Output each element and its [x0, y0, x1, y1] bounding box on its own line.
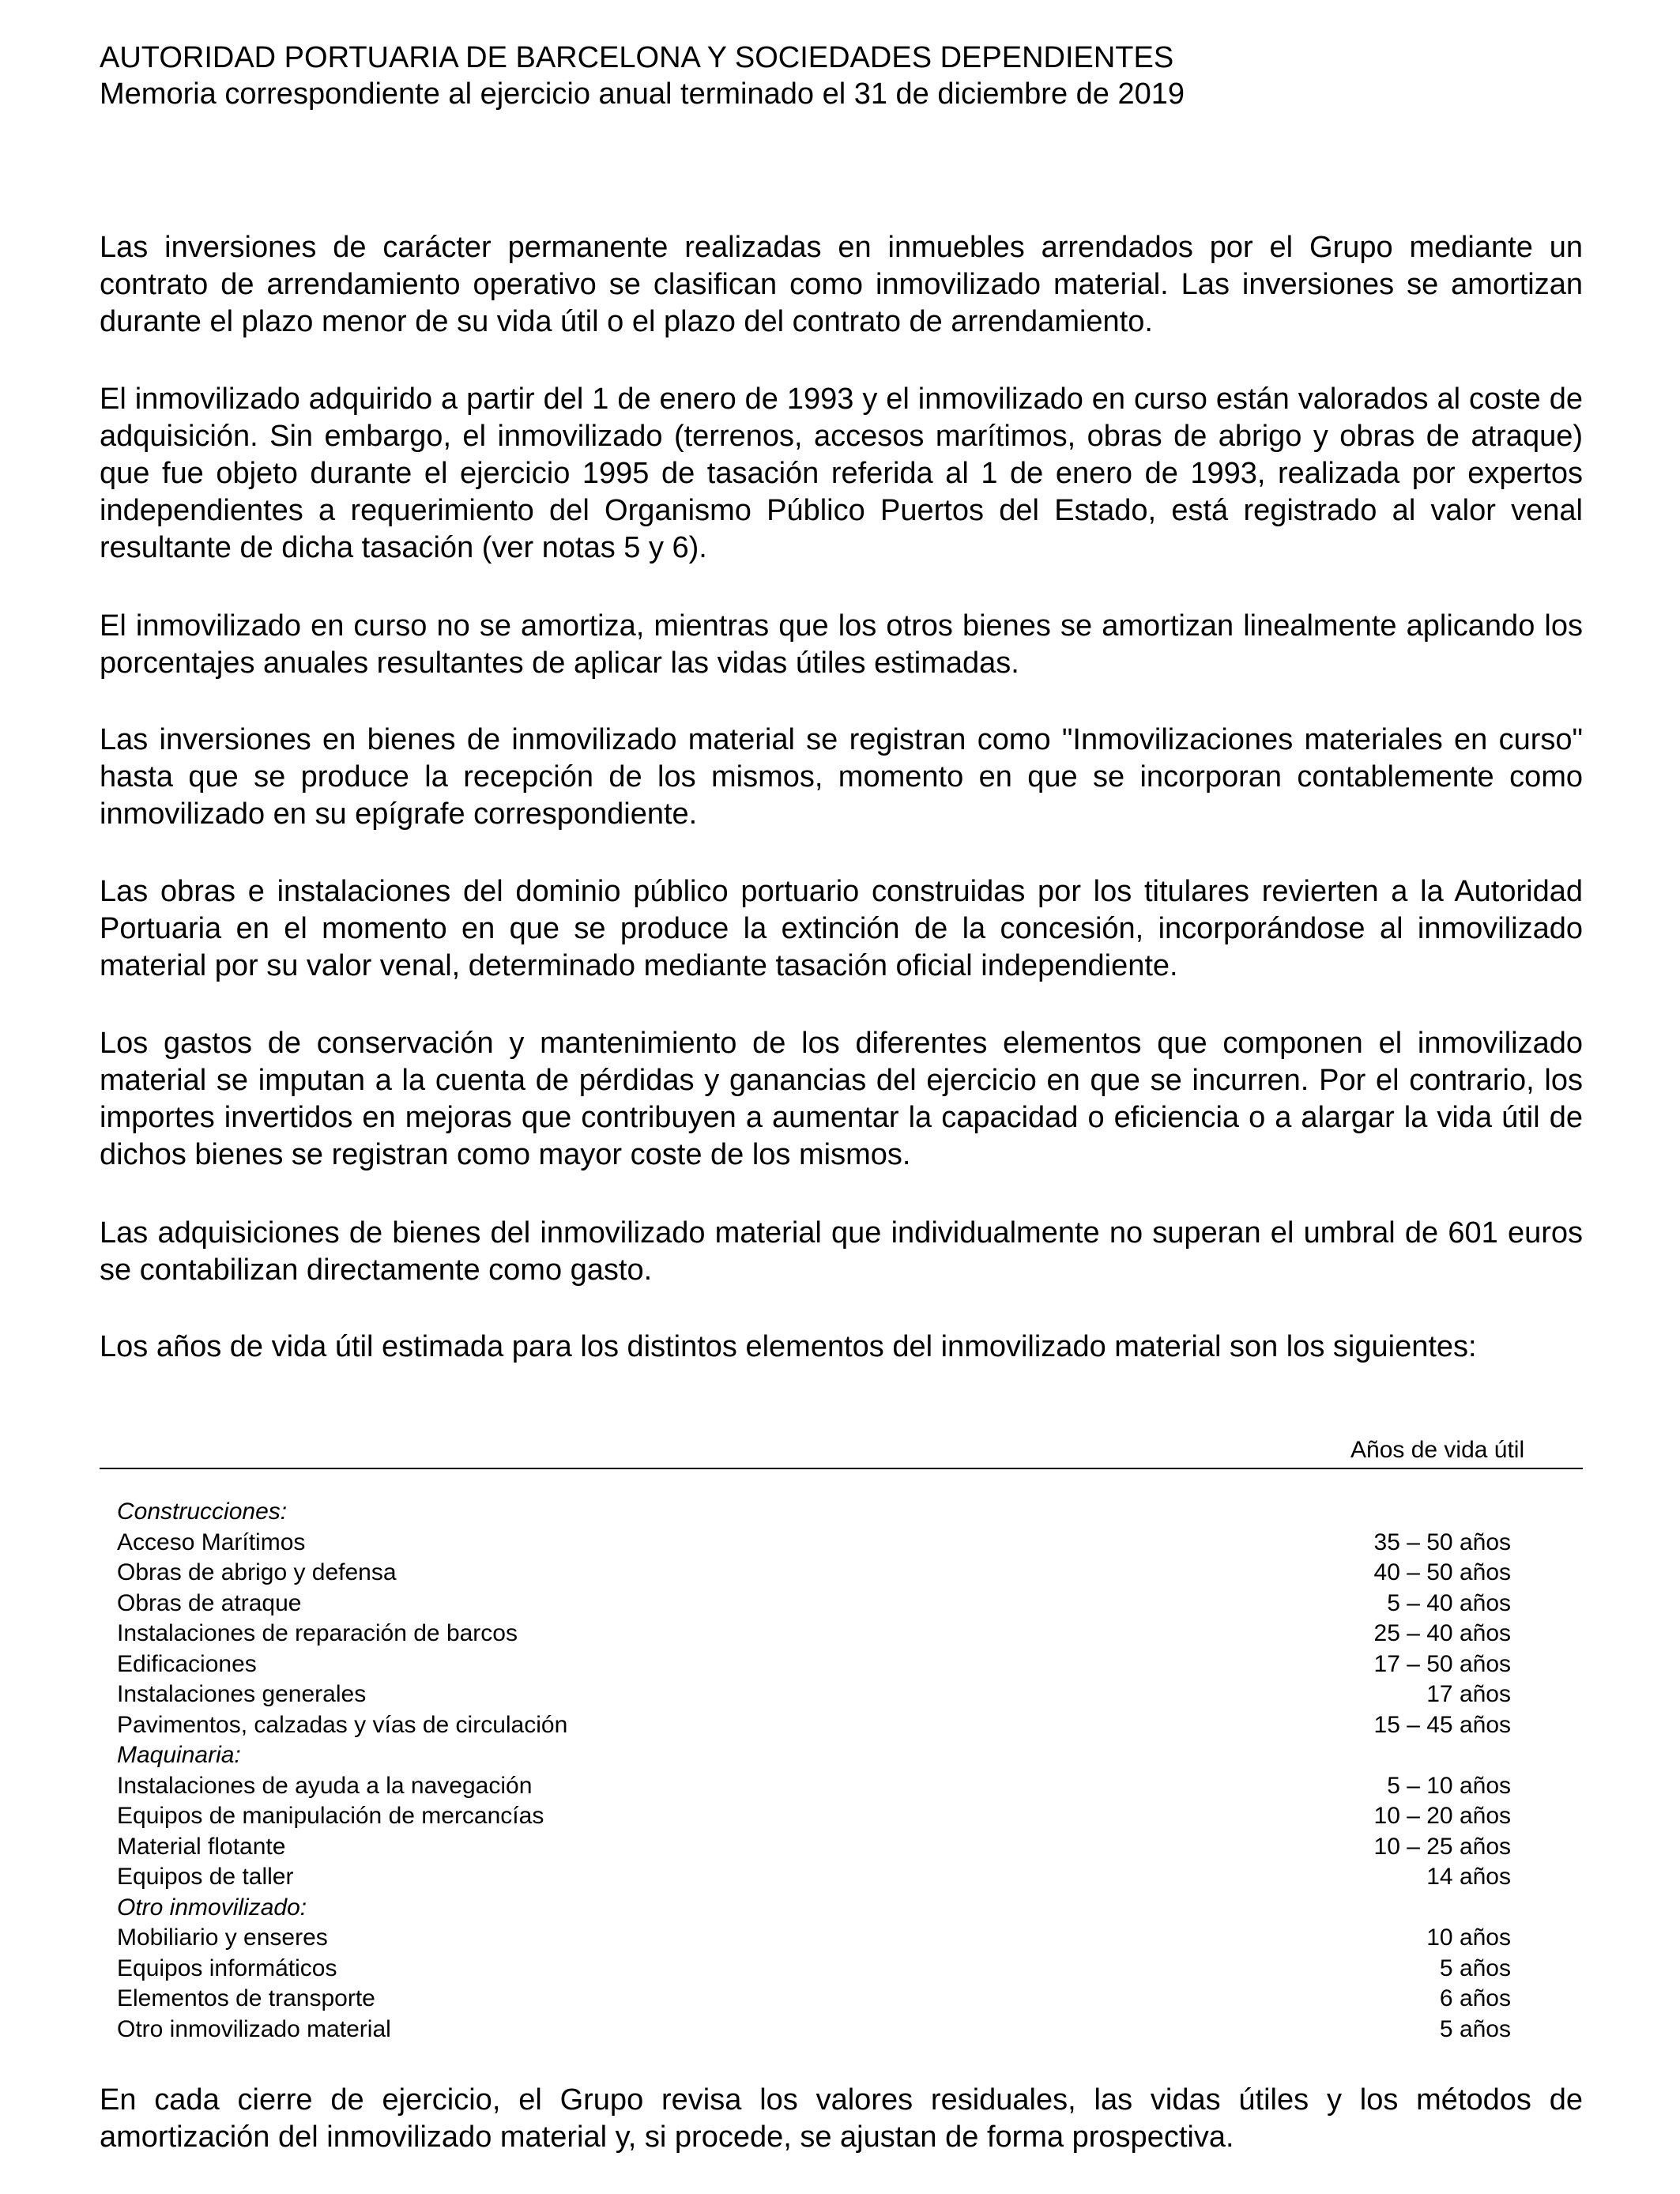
table-row: [117, 1649, 1511, 1680]
row-value: 17 años: [1426, 1681, 1511, 1707]
table-row: [117, 1923, 1511, 1954]
paragraph-depreciation: El inmovilizado en curso no se amortiza, mientras que los otros bienes se amortizan linealmente aplicando los porcentajes anuales resultantes de aplicar las vidas útiles estimadas.: [100, 609, 1583, 680]
table-row: [117, 1679, 1511, 1710]
table-row: [117, 1954, 1511, 1985]
row-value: 10 años: [1426, 1924, 1511, 1951]
table-category-row: [117, 1497, 1511, 1528]
useful-life-table: [117, 1497, 1511, 2045]
row-value: 6 años: [1439, 1985, 1511, 2011]
paragraph-annual-review: En cada cierre de ejercicio, el Grupo revisa los valores residuales, las vidas útiles y los métodos de amortización del inmovilizado material y, si procede, se ajustan de forma prospectiva.: [100, 2083, 1583, 2154]
paragraph-concessions: Las obras e instalaciones del dominio público portuario construidas por los titulares revierten a la Autoridad Portuaria en el momento en que se produce la extinción de la concesión, incorporándose al inmovilizado material por su valor venal, determinado mediante tasación oficial independiente.: [100, 875, 1583, 982]
row-value: 35 – 50 años: [1373, 1529, 1511, 1555]
table-row: [117, 1710, 1511, 1741]
paragraph-valuation: El inmovilizado adquirido a partir del 1 de enero de 1993 y el inmovilizado en curso están valorados al coste de adquisición. Sin embargo, el inmovilizado (terrenos, accesos marítimos, obras de abrigo y obras de atraque) que fue objeto durante el ejercicio 1995 de tasación referida al 1 de enero de 1993, realizada por expertos independientes a requerimiento del Organismo Público Puertos del Estado, está registrado al valor venal resultante de dicha tasación (ver notas 5 y 6).: [100, 383, 1583, 564]
row-label: Pavimentos, calzadas y vías de circulación: [117, 1711, 568, 1738]
row-label: Equipos informáticos: [117, 1955, 337, 1981]
row-label: Instalaciones de reparación de barcos: [117, 1620, 518, 1646]
row-label: Instalaciones de ayuda a la navegación: [117, 1772, 533, 1799]
header-subtitle: Memoria correspondiente al ejercicio anual terminado el 31 de diciembre de 2019: [100, 77, 1185, 111]
row-label: Mobiliario y enseres: [117, 1924, 328, 1951]
table-divider: [100, 1468, 1583, 1469]
category-label: Maquinaria:: [117, 1742, 241, 1768]
row-label: Obras de abrigo y defensa: [117, 1559, 397, 1585]
table-row: [117, 1862, 1511, 1893]
table-row: [117, 1832, 1511, 1863]
row-value: 40 – 50 años: [1373, 1559, 1511, 1585]
row-value: 15 – 45 años: [1373, 1711, 1511, 1738]
row-value: 14 años: [1426, 1864, 1511, 1890]
table-row: [117, 1528, 1511, 1559]
row-value: 5 años: [1439, 2015, 1511, 2042]
table-category-row: [117, 1740, 1511, 1771]
table-row: [117, 1589, 1511, 1619]
header-title: AUTORIDAD PORTUARIA DE BARCELONA Y SOCIEDADES DEPENDIENTES: [100, 41, 1174, 74]
row-label: Equipos de taller: [117, 1864, 294, 1890]
row-value: 10 – 20 años: [1373, 1803, 1511, 1829]
document-header: [100, 40, 1185, 112]
paragraph-maintenance: Los gastos de conservación y mantenimiento de los diferentes elementos que componen el inmovilizado material se imputan a la cuenta de pérdidas y ganancias del ejercicio en que se incurren. Por el contrario, los importes invertidos en mejoras que contribuyen a aumentar la capacidad o eficiencia o a alargar la vida útil de dichos bienes se registran como mayor coste de los mismos.: [100, 1027, 1583, 1171]
row-value: 5 – 40 años: [1387, 1589, 1511, 1616]
row-value: 5 años: [1439, 1955, 1511, 1981]
table-row: [117, 1984, 1511, 2015]
table-row: [117, 1619, 1511, 1649]
row-label: Edificaciones: [117, 1650, 257, 1677]
paragraph-threshold: Las adquisiciones de bienes del inmovilizado material que individualmente no superan el umbral de 601 euros se contabilizan directamente como gasto.: [100, 1216, 1583, 1287]
table-row: [117, 1801, 1511, 1832]
table-category-row: [117, 1893, 1511, 1924]
table-row: [117, 2015, 1511, 2045]
row-value: 25 – 40 años: [1373, 1620, 1511, 1646]
row-label: Material flotante: [117, 1833, 286, 1860]
paragraph-leasehold-investments: Las inversiones de carácter permanente realizadas en inmuebles arrendados por el Grupo mediante un contrato de arrendamiento operativo se clasifican como inmovilizado material. Las inversiones se amortizan durante el plazo menor de su vida útil o el plazo del contrato de arrendamiento.: [100, 231, 1583, 338]
category-label: Otro inmovilizado:: [117, 1894, 307, 1921]
row-value: 5 – 10 años: [1387, 1772, 1511, 1799]
category-label: Construcciones:: [117, 1498, 288, 1525]
row-label: Otro inmovilizado material: [117, 2015, 391, 2042]
row-label: Elementos de transporte: [117, 1985, 375, 2011]
table-column-header: Años de vida útil: [1350, 1437, 1525, 1463]
row-label: Acceso Marítimos: [117, 1529, 306, 1555]
table-row: [117, 1558, 1511, 1589]
paragraph-in-progress: Las inversiones en bienes de inmovilizado material se registran como "Inmovilizaciones materiales en curso" hasta que se produce la recepción de los mismos, momento en que se incorporan contablemente como inmovilizado en su epígrafe correspondiente.: [100, 723, 1583, 831]
table-row: [117, 1771, 1511, 1802]
row-label: Obras de atraque: [117, 1589, 302, 1616]
row-value: 17 – 50 años: [1373, 1650, 1511, 1677]
row-value: 10 – 25 años: [1373, 1833, 1511, 1860]
row-label: Equipos de manipulación de mercancías: [117, 1803, 544, 1829]
row-label: Instalaciones generales: [117, 1681, 367, 1707]
paragraph-useful-life-intro: Los años de vida útil estimada para los distintos elementos del inmovilizado material son los siguientes:: [100, 1330, 1477, 1363]
